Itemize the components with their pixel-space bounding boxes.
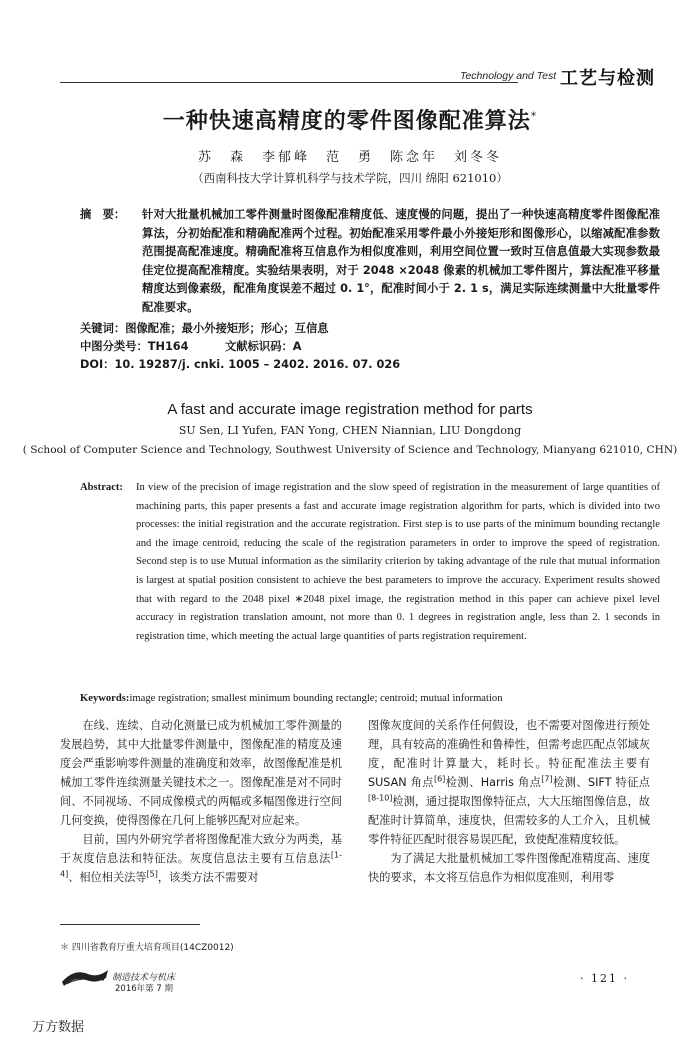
keywords-zh: 关键词：图像配准；最小外接矩形；形心；互信息: [80, 322, 329, 335]
citation: [8-10]: [368, 793, 393, 803]
header-section-zh: 工艺与检测: [560, 68, 655, 89]
body-paragraph: 在线、连续、自动化测量已成为机械加工零件测量的发展趋势，其中大批量零件测量中，图像配准的精度及速度会严重影响零件测量的准确度和效率，故图像配准是机械加工零件连续测量关键技术之一。图像配准是对不同时间、不同视场、不同成像模式的两幅或多幅图像进行空间几何变换，使得图像在几何上能够匹配对应起来。: [60, 719, 342, 827]
authors-en: SU Sen, LI Yufen, FAN Yong, CHEN Niannian, LIU Dongdong: [178, 424, 522, 437]
doi: DOI：10. 19287/j. cnki. 1005 – 2402. 2016. 07. 026: [80, 358, 401, 371]
body-paragraph: 图像灰度间的关系作任何假设，也不需要对图像进行预处理，具有较高的准确性和鲁棒性，但需考虑匹配点邻域灰度，配准时计算量大，耗时长。特征配准法主要有 SUSAN 角点[6]检测、Harris 角点[7]检测、SIFT 特征点[8-10]检测，通过提取图像特征点，大大压缩图像信息，故配准时计算简单，速度快，但需较多的人工介入，且机械零件特征匹配时很容易误匹配，致使配准精度较低。: [368, 719, 650, 846]
affiliation-en: ( School of Computer Science and Technology, Southwest University of Science and Technology, Mianyang 621010, CHN): [22, 444, 678, 456]
affiliation-zh: （西南科技大学计算机科学与技术学院，四川 绵阳 621010）: [192, 171, 508, 185]
abstract-text-zh: 针对大批量机械加工零件测量时图像配准精度低、速度慢的问题，提出了一种快速高精度零件图像配准算法，分初始配准和精确配准两个过程。初始配准采用零件最小外接矩形和图像形心，以缩减配准参数范围提高配准速度。精确配准将互信息作为相似度准则，利用空间位置一致时互信息值最大实现参数最佳定位提高配准精度。实验结果表明，对于 2048 ×2048 像素的机械加工零件图片，算法配准平移量精度达到像素级，配准角度误差不超过 0. 1°，配准时间小于 2. 1 s，满足实际连续测量中大批量零件配准要求。: [142, 208, 660, 314]
body-column-left: [60, 716, 342, 887]
citation: [1-4]: [60, 850, 342, 879]
paper-title-zh: 一种快速高精度的零件图像配准算法*: [162, 109, 538, 134]
abstract-label-zh: 摘 要：: [80, 208, 126, 221]
authors-zh: 苏 森 李郁峰 范 勇 陈念年 刘冬冬: [197, 150, 502, 165]
clc-number: 中图分类号：TH164: [80, 340, 189, 353]
keywords-en: Keywords:image registration; smallest minimum bounding rectangle; centroid; mutual information: [80, 693, 503, 704]
issue-label: 2016年第 7 期: [115, 984, 173, 994]
body-column-right: [368, 716, 650, 887]
body-paragraph: 目前，国内外研究学者将图像配准大致分为两类，基于灰度信息法和特征法。灰度信息法主要有互信息法[1-4]、相位相关法等[5]，该类方法不需要对: [60, 833, 342, 884]
citation: [6]: [433, 774, 446, 784]
footnote: ＊ 四川省教育厅重大培育项目(14CZ0012): [60, 943, 234, 953]
citation: [7]: [541, 774, 553, 784]
paper-title-en: A fast and accurate image registration method for parts: [167, 401, 533, 418]
classification-zh: [80, 338, 660, 357]
document-code: 文献标识码：A: [225, 340, 302, 353]
body-paragraph: 为了满足大批量机械加工零件图像配准精度高、速度快的要求，本文将互信息作为相似度准则，利用零: [368, 852, 650, 884]
journal-logo-text: 制造技术与机床: [112, 973, 176, 983]
footnote-rule: [60, 924, 200, 925]
header-rule: [60, 82, 518, 83]
citation: [5]: [146, 869, 158, 879]
watermark: 万方数据: [32, 1020, 85, 1035]
abstract-text-en: In view of the precision of image registration and the slow speed of registration in the measurement of large quantities of machining parts, this paper presents a fast and accurate image registration algorithm for parts, which is divided into two processes: the initial registration and the accurate registration. First step is to use parts of the minimum bounding rectangle and the image centroid, reducing the scale of the registration parameters in order to improve the speed of registration. Second step is to use Mutual information as the similarity criterion by taking advantage of the rule that mutual information is largest at spatial position consistent to achieve the best parameters to improve the accuracy. Experiment results showed that with regard to the 2048 pixel ∗2048 pixel image, the registration method in this paper can achieve pixel level accuracy in registration translation amount, not more than 0. 1 degrees in registration angle, less than 2. 1 seconds in registration time, which meeting the actual large quantities of parts registration requirement.: [136, 482, 660, 642]
page-number: · 121 ·: [580, 972, 629, 985]
abstract-label-en: Abstract:: [80, 482, 123, 493]
journal-logo-icon: [60, 966, 110, 988]
header-section-en: Technology and Test: [460, 70, 557, 82]
